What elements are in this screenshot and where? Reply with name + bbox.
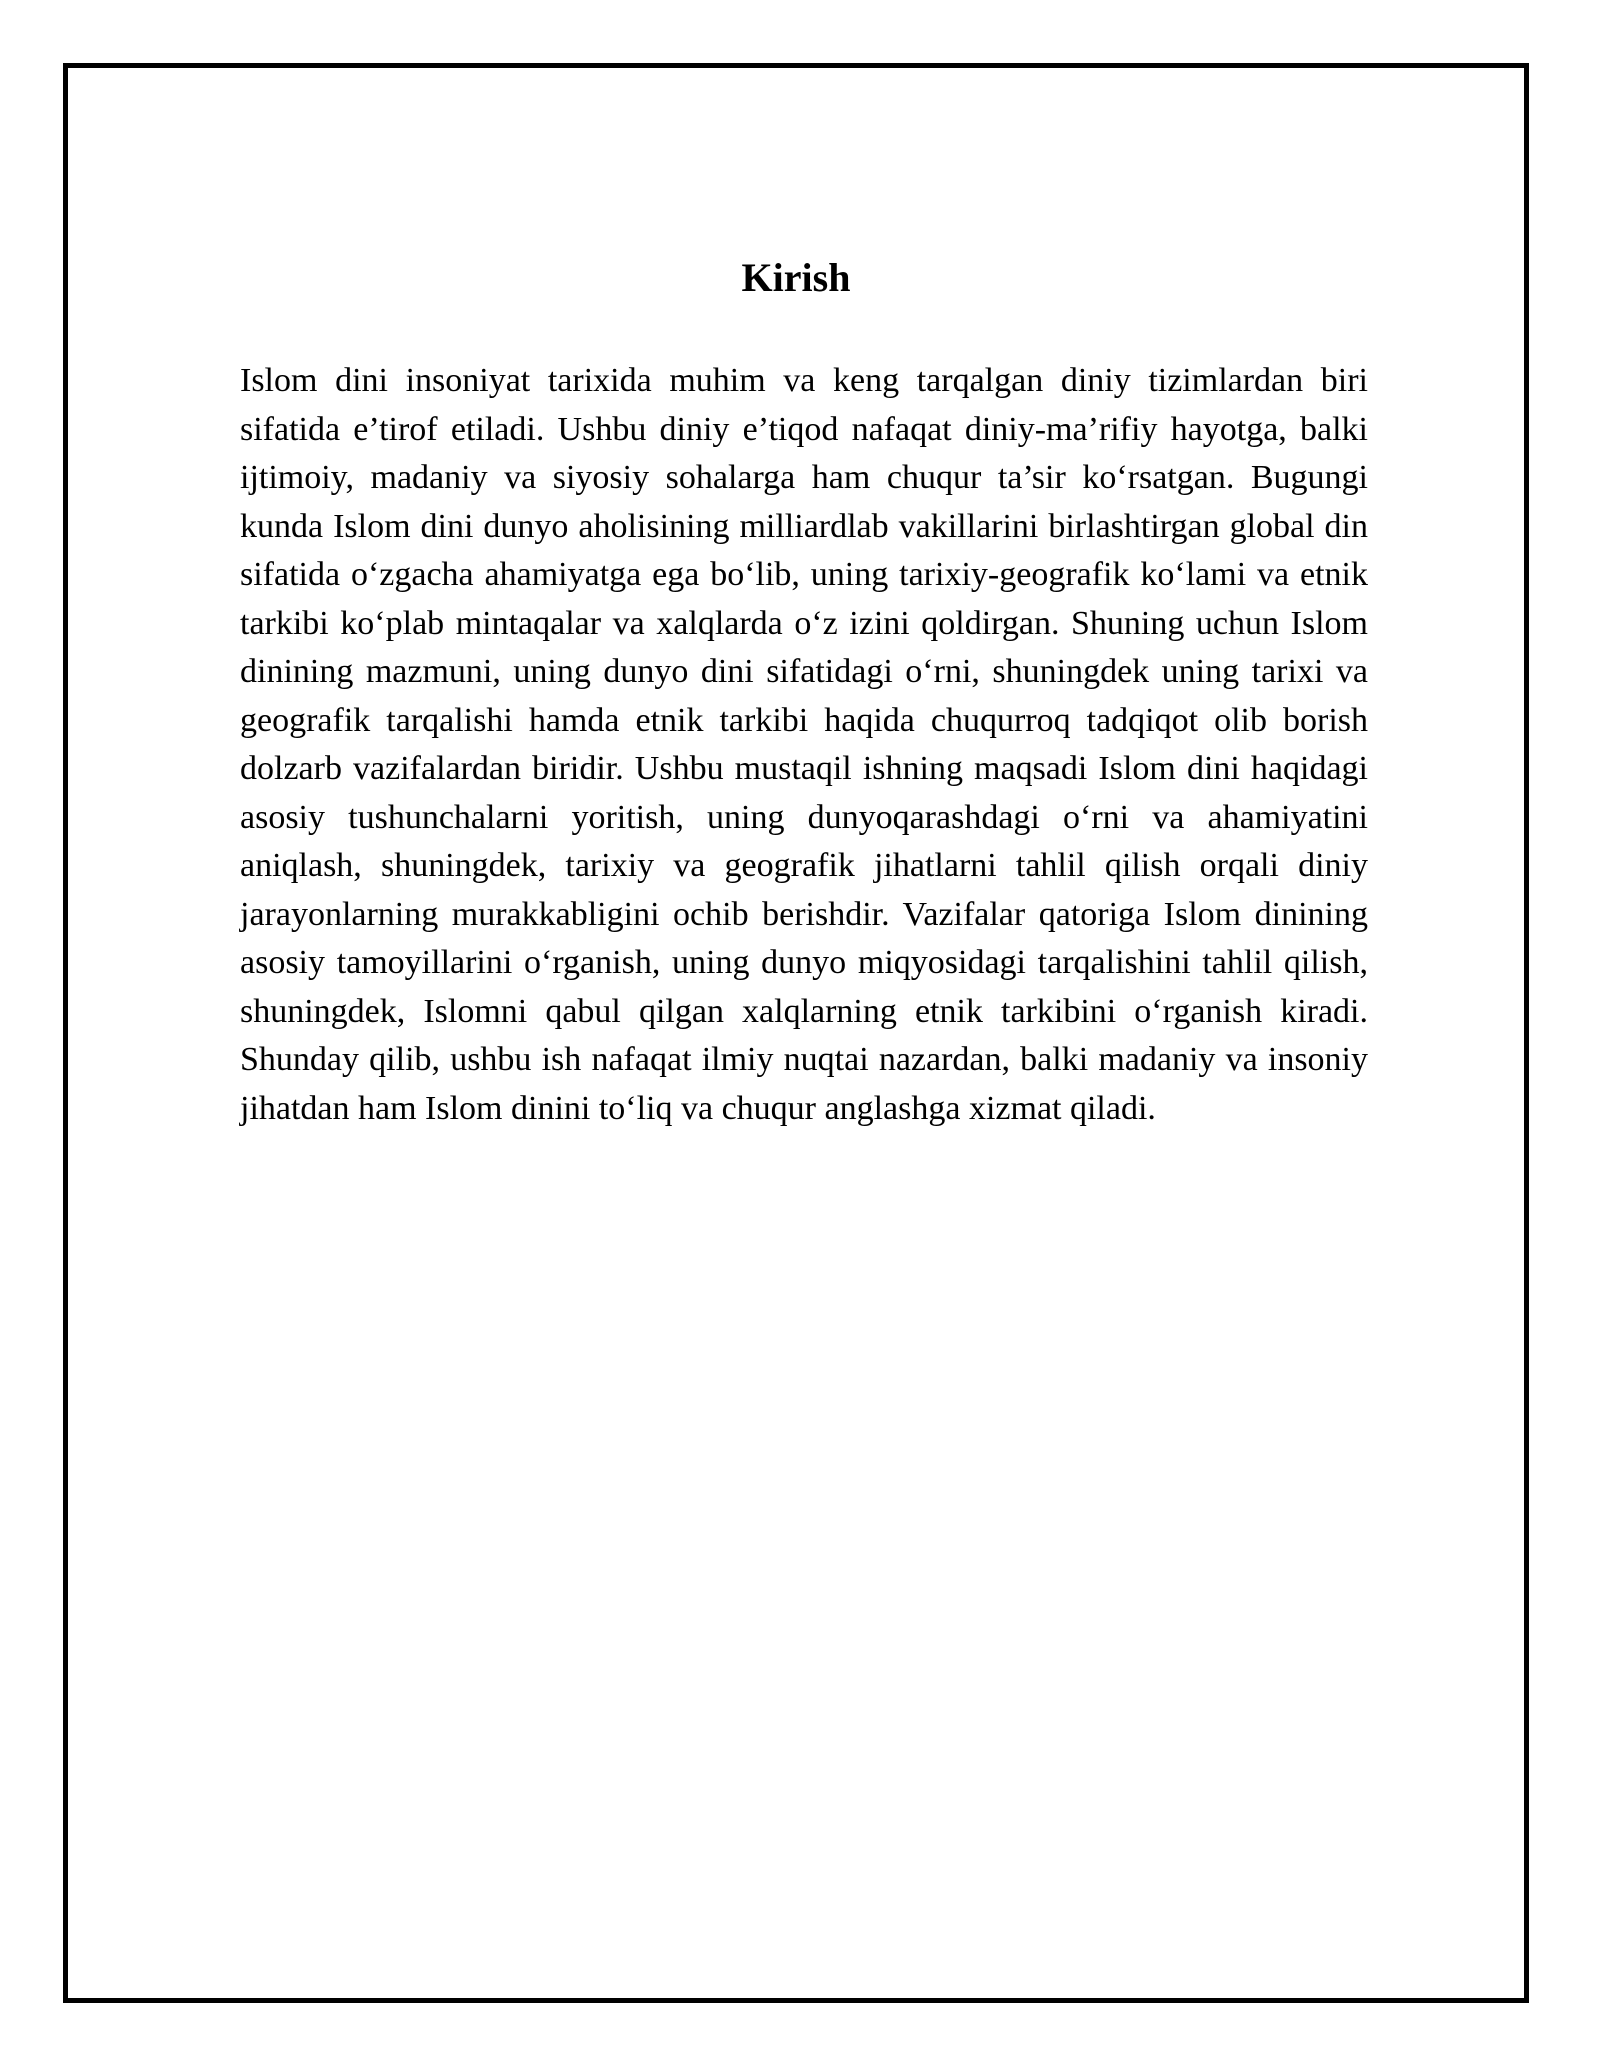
page-border (63, 63, 1529, 2003)
body-paragraph: Islom dini insoniyat tarixida muhim va keng tarqalgan diniy tizimlardan biri sifatida e’tirof etiladi. Ushbu diniy e’tiqod nafaqat diniy-ma’rifiy hayotga, balki ijtimoiy, madaniy va siyosiy sohalarga ham chuqur ta’sir ko‘rsatgan. Bugungi kunda Islom dini dunyo aholisining milliardlab vakillarini birlashtirgan global din sifatida o‘zgacha ahamiyatga ega bo‘lib, uning tarixiy-geografik ko‘lami va etnik tarkibi ko‘plab mintaqalar va xalqlarda o‘z izini qoldirgan. Shuning uchun Islom dinining mazmuni, uning dunyo dini sifatidagi o‘rni, shuningdek uning tarixi va geografik tarqalishi hamda etnik tarkibi haqida chuqurroq tadqiqot olib borish dolzarb vazifalardan biridir. Ushbu mustaqil ishning maqsadi Islom dini haqidagi asosiy tushunchalarni yoritish, uning dunyoqarashdagi o‘rni va ahamiyatini aniqlash, shuningdek, tarixiy va geografik jihatlarni tahlil qilish orqali diniy jarayonlarning murakkabligini ochib berishdir. Vazifalar qatoriga Islom dinining asosiy tamoyillarini o‘rganish, uning dunyo miqyosidagi tarqalishini tahlil qilish, shuningdek, Islomni qabul qilgan xalqlarning etnik tarkibini o‘rganish kiradi. Shunday qilib, ushbu ish nafaqat ilmiy nuqtai nazardan, balki madaniy va insoniy jihatdan ham Islom dinini to‘liq va chuqur anglashga xizmat qiladi. (240, 362, 1368, 1127)
page-title: Kirish (741, 255, 851, 300)
